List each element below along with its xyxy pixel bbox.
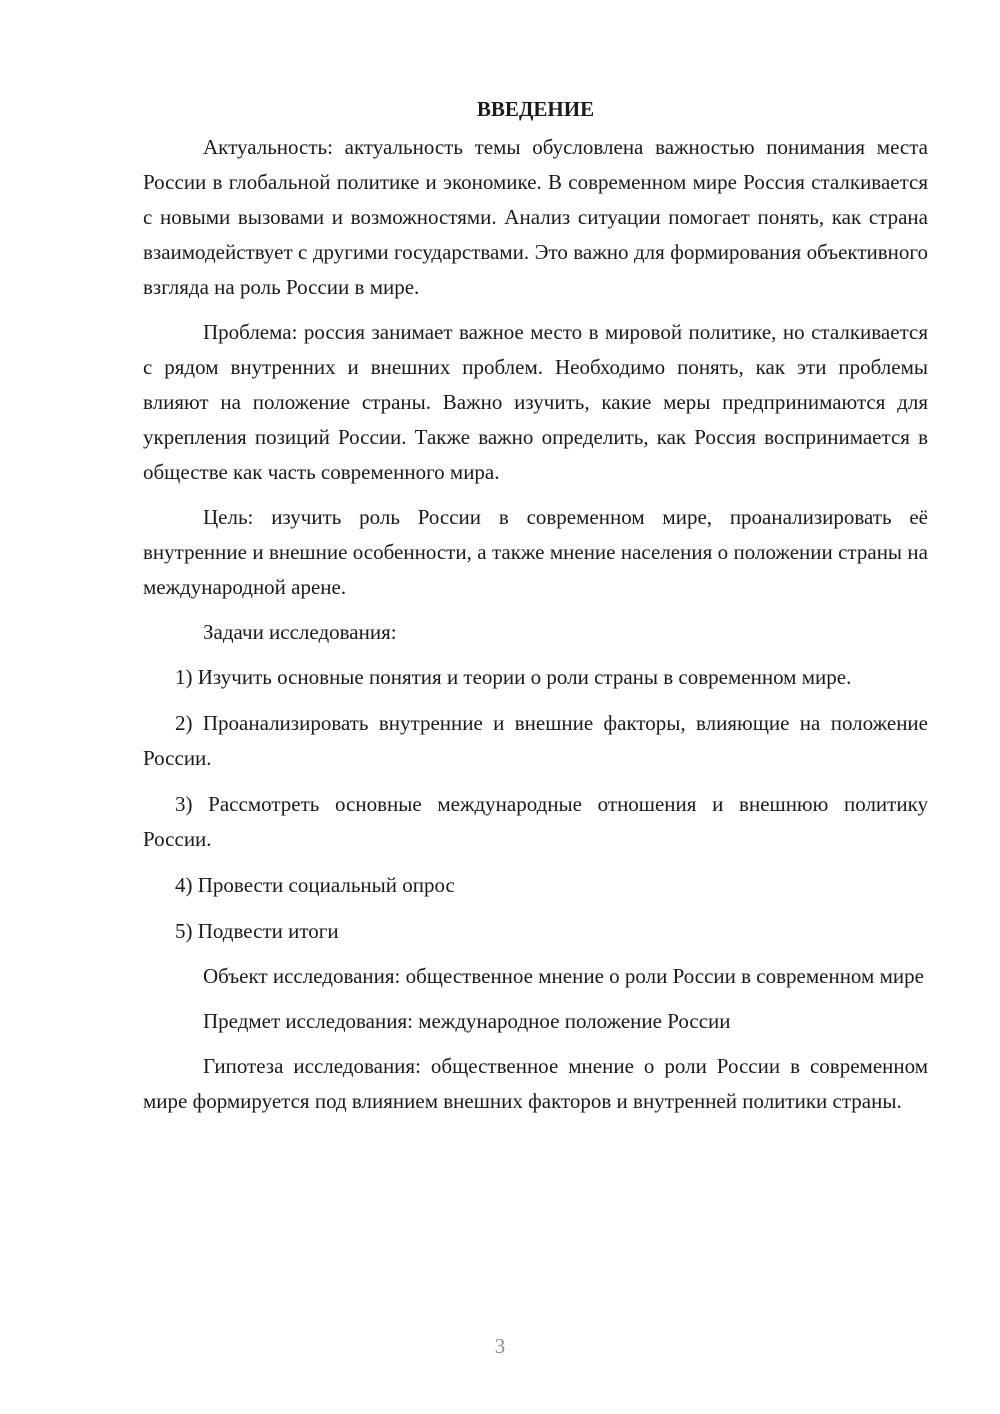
object-paragraph: Объект исследования: общественное мнение о роли России в современном мире: [203, 964, 924, 988]
page-number: 3: [494, 1334, 506, 1358]
task-item-5: 5) Подвести итоги: [175, 919, 339, 943]
subject-paragraph: Предмет исследования: международное положение России: [203, 1009, 731, 1033]
task-item-4: 4) Провести социальный опрос: [175, 873, 455, 897]
tasks-heading: Задачи исследования:: [203, 620, 397, 644]
problem-paragraph: Проблема: россия занимает важное место в мировой политике, но сталкивается с рядом внутренних и внешних проблем. Необходимо понять, как эти проблемы влияют на положение страны. Важно изучить, какие меры предпринимаются для укрепления позиций России. Также важно определить, как Россия воспринимается в обществе как часть современного мира.: [143, 320, 928, 484]
task-item-1: 1) Изучить основные понятия и теории о роли страны в современном мире.: [175, 665, 852, 689]
task-item-3: 3) Рассмотреть основные международные отношения и внешнюю политику России.: [143, 792, 928, 851]
goal-paragraph: Цель: изучить роль России в современном мире, проанализировать её внутренние и внешние особенности, а также мнение населения о положении страны на международной арене.: [143, 505, 928, 599]
relevance-paragraph: Актуальность: актуальность темы обусловлена важностью понимания места России в глобальной политике и экономике. В современном мире Россия сталкивается с новыми вызовами и возможностями. Анализ ситуации помогает понять, как страна взаимодействует с другими государствами. Это важно для формирования объективного взгляда на роль России в мире.: [143, 135, 928, 299]
task-item-2: 2) Проанализировать внутренние и внешние факторы, влияющие на положение России.: [143, 711, 928, 770]
document-page: [143, 92, 928, 1119]
hypothesis-paragraph: Гипотеза исследования: общественное мнение о роли России в современном мире формируется под влиянием внешних факторов и внутренней политики страны.: [143, 1054, 928, 1113]
document-title: ВВЕДЕНИЕ: [476, 97, 595, 121]
